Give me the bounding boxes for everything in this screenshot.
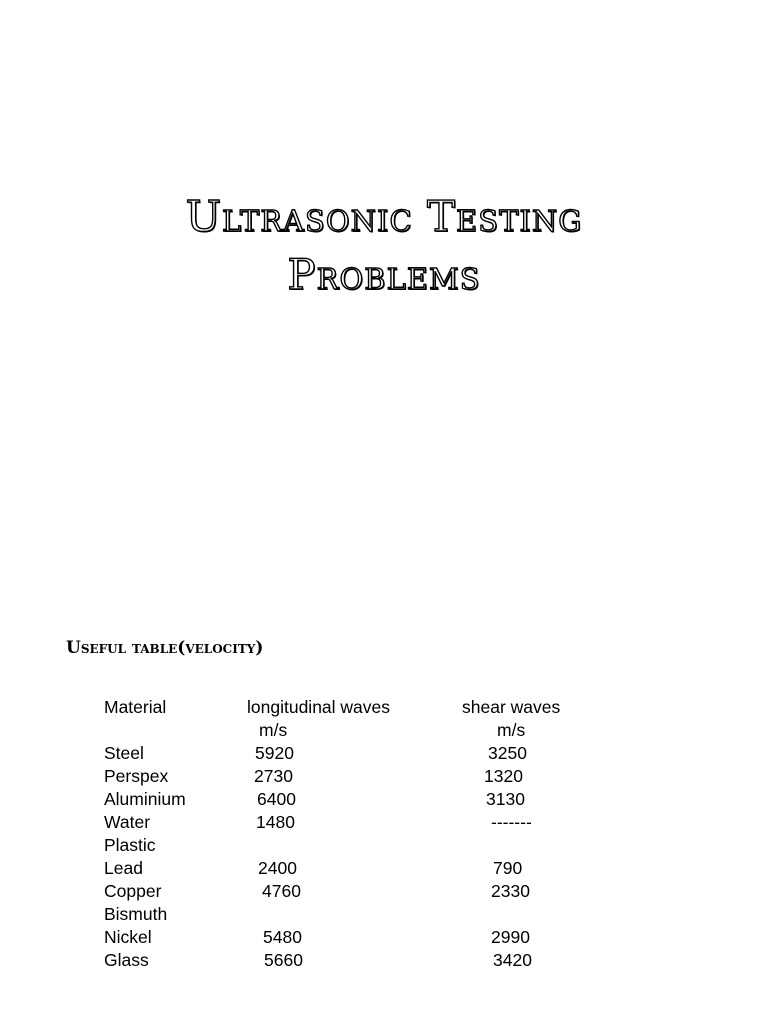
title-line-2: Problems [287, 250, 481, 299]
page-title [0, 188, 768, 304]
table-units-row [0, 719, 768, 742]
cell-material: Lead [104, 858, 143, 878]
velocity-table [0, 696, 768, 972]
cell-material: Water [104, 812, 151, 832]
cell-shear: 1320 [484, 766, 523, 786]
cell-longitudinal: 1480 [256, 812, 295, 832]
cell-shear: ------- [491, 812, 532, 832]
cell-longitudinal: 2400 [258, 858, 297, 878]
cell-longitudinal: 4760 [262, 881, 301, 901]
cell-shear: 3130 [486, 789, 525, 809]
cell-shear: 2990 [491, 927, 530, 947]
table-row [0, 857, 768, 880]
table-row [0, 926, 768, 949]
table-row [0, 765, 768, 788]
cell-longitudinal: 5920 [255, 743, 294, 763]
table-row [0, 834, 768, 857]
table-row [0, 949, 768, 972]
cell-material: Perspex [104, 766, 169, 786]
cell-shear: 790 [493, 858, 523, 878]
cell-shear: 2330 [491, 881, 530, 901]
cell-material: Copper [104, 881, 162, 901]
header-longitudinal: longitudinal waves [247, 697, 391, 717]
cell-shear: 3250 [488, 743, 527, 763]
table-row [0, 788, 768, 811]
header-material: Material [104, 697, 167, 717]
table-heading: Useful table(velocity) [66, 638, 264, 658]
cell-material: Bismuth [104, 904, 168, 924]
cell-material: Plastic [104, 835, 156, 855]
header-shear: shear waves [462, 697, 561, 717]
cell-material: Steel [104, 743, 144, 763]
table-row [0, 903, 768, 926]
table-row [0, 811, 768, 834]
cell-longitudinal: 6400 [257, 789, 296, 809]
cell-longitudinal: 5660 [264, 950, 303, 970]
unit-longitudinal: m/s [259, 720, 288, 740]
cell-longitudinal: 5480 [263, 927, 302, 947]
table-row [0, 880, 768, 903]
title-line-1: Ultrasonic Testing [185, 192, 583, 241]
unit-shear: m/s [497, 720, 526, 740]
cell-material: Aluminium [104, 789, 186, 809]
cell-material: Glass [104, 950, 149, 970]
cell-shear: 3420 [493, 950, 532, 970]
table-row [0, 742, 768, 765]
cell-material: Nickel [104, 927, 152, 947]
table-header-row [0, 696, 768, 719]
cell-longitudinal: 2730 [254, 766, 293, 786]
